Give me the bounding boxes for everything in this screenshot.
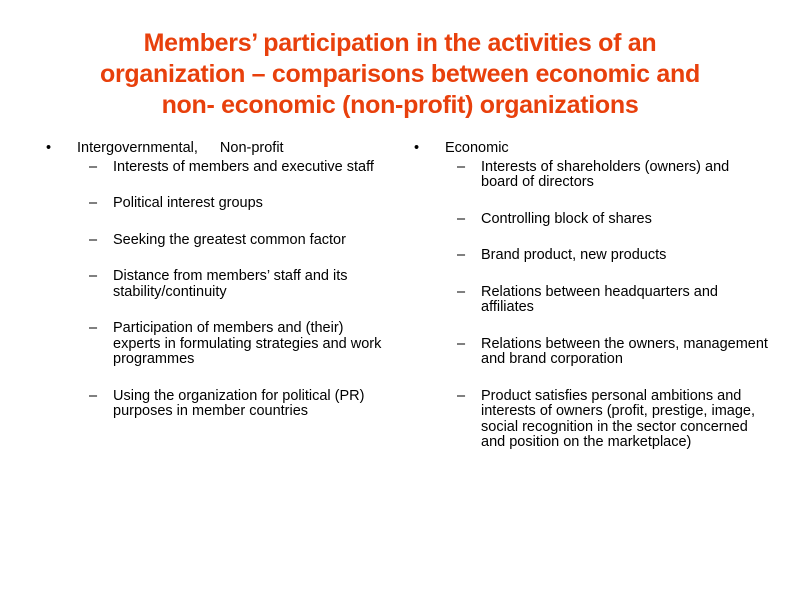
list-item-text: Participation of members and (their) experts in formulating strategies and work programmes xyxy=(113,320,382,367)
dash-icon: – xyxy=(89,387,98,404)
list-item-text: Seeking the greatest common factor xyxy=(113,231,346,248)
right-column xyxy=(412,141,770,472)
right-sub-list xyxy=(412,160,770,451)
list-item-text: Distance from members’ staff and its stability/continuity xyxy=(113,268,348,300)
list-item xyxy=(412,212,770,228)
list-item-text: Interests of shareholders (owners) and board of directors xyxy=(481,158,730,190)
left-column xyxy=(44,141,394,441)
list-item-text: Using the organization for political (PR) purposes in member countries xyxy=(113,387,365,419)
list-item xyxy=(44,389,394,420)
list-item xyxy=(44,269,394,300)
list-item-text: Interests of members and executive staff xyxy=(113,158,374,175)
list-item-text: Brand product, new products xyxy=(481,247,667,263)
list-item xyxy=(44,196,394,212)
left-sub-list xyxy=(44,160,394,420)
right-heading-economic: Economic xyxy=(445,140,509,156)
slide-title xyxy=(40,28,760,121)
dash-icon: – xyxy=(457,158,466,175)
list-item xyxy=(412,389,770,451)
dash-icon: – xyxy=(89,231,98,248)
list-item xyxy=(412,248,770,264)
dash-icon: – xyxy=(457,210,466,227)
list-item xyxy=(412,160,770,191)
dash-icon: – xyxy=(457,335,466,352)
title-line-1: Members’ participation in the activities of an xyxy=(143,29,657,57)
list-item xyxy=(412,285,770,316)
list-item-text: Product satisfies personal ambitions and interests of owners (profit, prestige, image, social recognition in the sector concerned and position on the marketplace) xyxy=(481,387,756,450)
list-item xyxy=(412,337,770,368)
bullet-icon: • xyxy=(46,140,52,156)
list-item-text: Relations between the owners, management and brand corporation xyxy=(481,335,768,367)
list-item xyxy=(44,160,394,176)
title-line-2: organization – comparisons between economic and xyxy=(100,60,700,88)
dash-icon: – xyxy=(457,283,466,300)
right-heading xyxy=(412,141,770,157)
dash-icon: – xyxy=(89,268,98,284)
left-heading-intergovernmental: Intergovernmental, xyxy=(77,140,198,156)
dash-icon: – xyxy=(89,158,98,175)
bullet-icon: • xyxy=(414,140,420,156)
dash-icon: – xyxy=(457,247,466,263)
dash-icon: – xyxy=(457,387,466,404)
list-item-text: Controlling block of shares xyxy=(481,210,652,227)
left-heading xyxy=(44,141,394,157)
list-item xyxy=(44,233,394,249)
list-item-text: Political interest groups xyxy=(113,195,263,211)
list-item xyxy=(44,321,394,368)
dash-icon: – xyxy=(89,320,98,336)
list-item-text: Relations between headquarters and affiliates xyxy=(481,283,718,315)
dash-icon: – xyxy=(89,195,98,211)
title-line-3: non- economic (non-profit) organizations xyxy=(161,91,639,119)
left-heading-nonprofit: Non-profit xyxy=(219,140,284,156)
